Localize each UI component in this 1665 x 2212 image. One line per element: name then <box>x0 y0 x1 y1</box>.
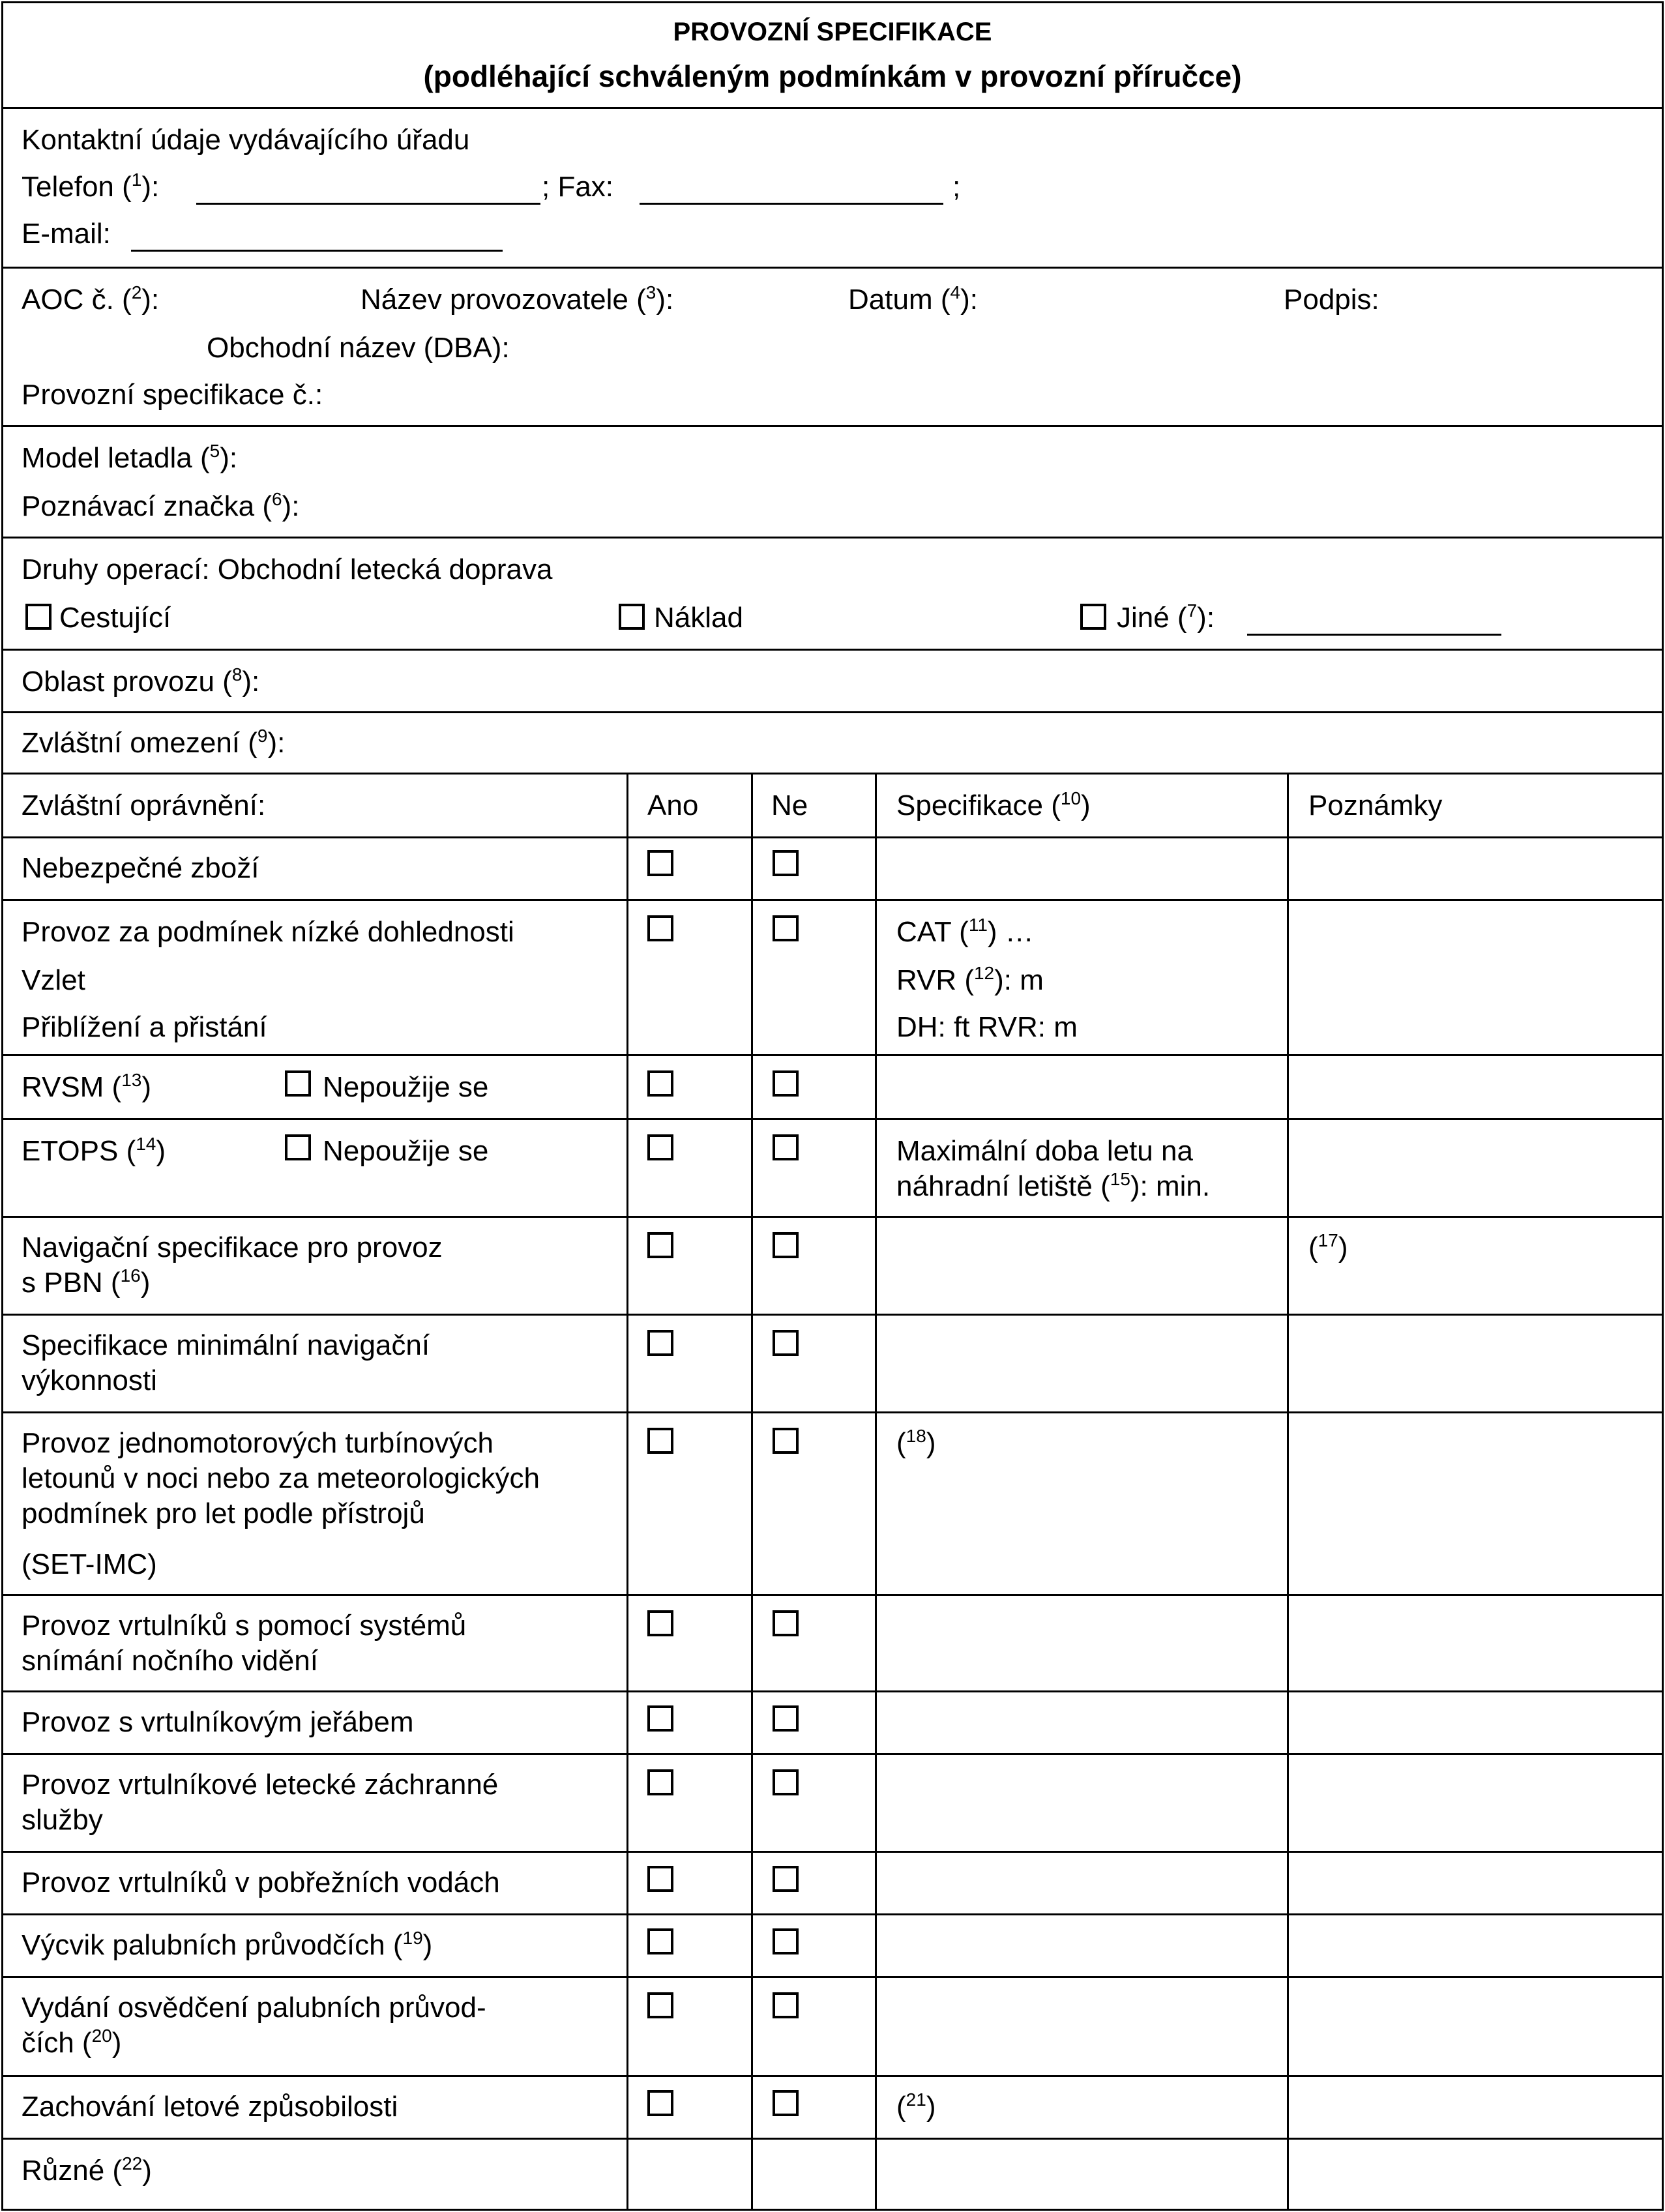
approval-label: podmínek pro let podle přístrojů <box>22 1497 425 1529</box>
aircraft-section <box>3 427 1662 538</box>
approval-label: RVSM ($^{13}$) <box>22 1070 152 1103</box>
yes-checkbox[interactable] <box>647 1992 673 2018</box>
cat-spec: CAT ($^{11}$) … <box>896 915 1034 948</box>
fax-field[interactable] <box>640 203 943 205</box>
approval-label: Specifikace minimální navigační <box>22 1329 430 1361</box>
yes-checkbox[interactable] <box>647 915 673 941</box>
no-checkbox[interactable] <box>773 1330 799 1356</box>
other-field[interactable] <box>1247 634 1501 636</box>
no-checkbox[interactable] <box>773 1134 799 1160</box>
not-applicable-label: Nepoužije se <box>323 1135 489 1167</box>
spec-note: ($^{21}$) <box>896 2089 936 2123</box>
approval-label: Provoz vrtulníkové letecké záchranné <box>22 1769 499 1801</box>
approvals-table <box>3 774 1662 2211</box>
remarks-column-header: Poznámky <box>1308 789 1443 821</box>
approval-label: služby <box>22 1804 103 1836</box>
email-label: E-mail: <box>22 218 111 250</box>
fax-label: ; Fax: <box>542 171 614 203</box>
not-applicable-checkbox[interactable] <box>285 1134 311 1160</box>
yes-checkbox[interactable] <box>647 1070 673 1097</box>
remarks-note: ($^{17}$) <box>1308 1230 1348 1263</box>
approval-label: Různé ($^{22}$) <box>22 2153 152 2187</box>
table-header-row <box>3 774 1662 838</box>
dh-spec: DH: ft RVR: m <box>896 1011 1078 1043</box>
yes-checkbox[interactable] <box>647 1610 673 1636</box>
no-checkbox[interactable] <box>773 1705 799 1732</box>
yes-checkbox[interactable] <box>647 1232 673 1258</box>
table-row <box>3 2077 1662 2140</box>
table-row <box>3 1120 1662 1218</box>
contact-section <box>3 109 1662 269</box>
phone-label: Telefon ($^1$): <box>22 170 160 203</box>
yes-checkbox[interactable] <box>647 1769 673 1795</box>
yes-checkbox[interactable] <box>647 1705 673 1732</box>
registration-label: Poznávací značka ($^6$): <box>22 489 300 522</box>
email-field[interactable] <box>131 250 503 252</box>
date-label: Datum ($^4$): <box>848 282 978 316</box>
approval-label: Zachování letové způsobilosti <box>22 2091 398 2123</box>
approval-label: Provoz jednomotorových turbínových <box>22 1427 494 1459</box>
approval-label: letounů v noci nebo za meteorologických <box>22 1462 540 1494</box>
table-row <box>3 2140 1662 2211</box>
approval-sublabel: Přiblížení a přistání <box>22 1011 267 1043</box>
approval-label: výkonnosti <box>22 1364 157 1396</box>
aoc-number-label: AOC č. ($^2$): <box>22 282 160 316</box>
no-column-header: Ne <box>771 789 808 821</box>
rvr-spec: RVR ($^{12}$): m <box>896 963 1044 996</box>
approval-label: Provoz za podmínek nízké dohlednosti <box>22 916 514 948</box>
approval-label: Vydání osvědčení palubních průvod- <box>22 1992 486 2024</box>
no-checkbox[interactable] <box>773 1232 799 1258</box>
no-checkbox[interactable] <box>773 1070 799 1097</box>
spec-note: ($^{18}$) <box>896 1426 936 1459</box>
approval-label: s PBN ($^{16}$) <box>22 1265 151 1299</box>
spec-number-label: Provozní specifikace č.: <box>22 379 323 411</box>
passengers-label: Cestující <box>59 602 171 634</box>
etops-spec-line2: náhradní letiště ($^{15}$): min. <box>896 1169 1211 1202</box>
contact-heading: Kontaktní údaje vydávajícího úřadu <box>22 124 470 156</box>
table-row <box>3 1692 1662 1755</box>
no-checkbox[interactable] <box>773 1769 799 1795</box>
signature-label: Podpis: <box>1284 284 1379 316</box>
table-row <box>3 901 1662 1056</box>
approval-label: Provoz vrtulníků v pobřežních vodách <box>22 1866 500 1898</box>
cargo-checkbox[interactable] <box>619 604 645 630</box>
table-row <box>3 1915 1662 1978</box>
table-row <box>3 1218 1662 1316</box>
form-header <box>3 3 1662 109</box>
form-subtitle: (podléhající schváleným podmínkám v provozní příručce) <box>423 59 1242 93</box>
operations-heading: Druhy operací: Obchodní letecká doprava <box>22 553 553 585</box>
approval-label: čích ($^{20}$) <box>22 2026 122 2059</box>
yes-checkbox[interactable] <box>647 850 673 876</box>
yes-checkbox[interactable] <box>647 1134 673 1160</box>
no-checkbox[interactable] <box>773 1428 799 1454</box>
form-title: PROVOZNÍ SPECIFIKACE <box>673 18 992 46</box>
approval-label: (SET-IMC) <box>22 1548 157 1580</box>
table-row <box>3 1853 1662 1915</box>
no-checkbox[interactable] <box>773 850 799 876</box>
fax-end: ; <box>952 171 961 203</box>
yes-column-header: Ano <box>647 789 699 821</box>
cargo-label: Náklad <box>654 602 743 634</box>
table-row <box>3 1978 1662 2077</box>
operations-specification-form <box>1 1 1664 2211</box>
not-applicable-label: Nepoužije se <box>323 1071 489 1103</box>
spec-column-header: Specifikace ($^{10}$) <box>896 788 1091 821</box>
approval-label: Nebezpečné zboží <box>22 852 259 884</box>
no-checkbox[interactable] <box>773 1866 799 1892</box>
yes-checkbox[interactable] <box>647 1928 673 1954</box>
limitations-section <box>3 713 1662 774</box>
operations-section <box>3 538 1662 651</box>
table-row <box>3 1596 1662 1692</box>
other-label: Jiné ($^7$): <box>1117 600 1215 634</box>
no-checkbox[interactable] <box>773 1928 799 1954</box>
table-row <box>3 1755 1662 1853</box>
aoc-section <box>3 269 1662 427</box>
phone-field[interactable] <box>196 203 540 205</box>
yes-checkbox[interactable] <box>647 2090 673 2116</box>
no-checkbox[interactable] <box>773 1992 799 2018</box>
table-row <box>3 1056 1662 1120</box>
yes-checkbox[interactable] <box>647 1428 673 1454</box>
approval-label: Provoz vrtulníků s pomocí systémů <box>22 1610 467 1642</box>
approval-label: Provoz s vrtulníkovým jeřábem <box>22 1706 414 1738</box>
yes-checkbox[interactable] <box>647 1330 673 1356</box>
table-row <box>3 1316 1662 1413</box>
approval-label: Navigační specifikace pro provoz <box>22 1231 443 1263</box>
no-checkbox[interactable] <box>773 2090 799 2116</box>
special-limitations-label: Zvláštní omezení ($^9$): <box>22 726 286 759</box>
operator-name-label: Název provozovatele ($^3$): <box>361 282 674 316</box>
no-checkbox[interactable] <box>773 915 799 941</box>
approval-label: Výcvik palubních průvodčích ($^{19}$) <box>22 1928 433 1961</box>
table-row <box>3 1413 1662 1596</box>
approval-column-header: Zvláštní oprávnění: <box>22 789 266 821</box>
dba-label: Obchodní název (DBA): <box>207 332 510 364</box>
yes-checkbox[interactable] <box>647 1866 673 1892</box>
area-of-operation-label: Oblast provozu ($^8$): <box>22 664 260 698</box>
etops-spec-line1: Maximální doba letu na <box>896 1135 1193 1167</box>
approval-label: ETOPS ($^{14}$) <box>22 1134 166 1167</box>
aircraft-model-label: Model letadla ($^5$): <box>22 441 238 474</box>
table-row <box>3 838 1662 901</box>
passengers-checkbox[interactable] <box>25 604 52 630</box>
other-checkbox[interactable] <box>1080 604 1106 630</box>
area-section <box>3 651 1662 713</box>
approval-label: snímání nočního vidění <box>22 1645 318 1677</box>
no-checkbox[interactable] <box>773 1610 799 1636</box>
approval-sublabel: Vzlet <box>22 964 85 996</box>
not-applicable-checkbox[interactable] <box>285 1070 311 1097</box>
